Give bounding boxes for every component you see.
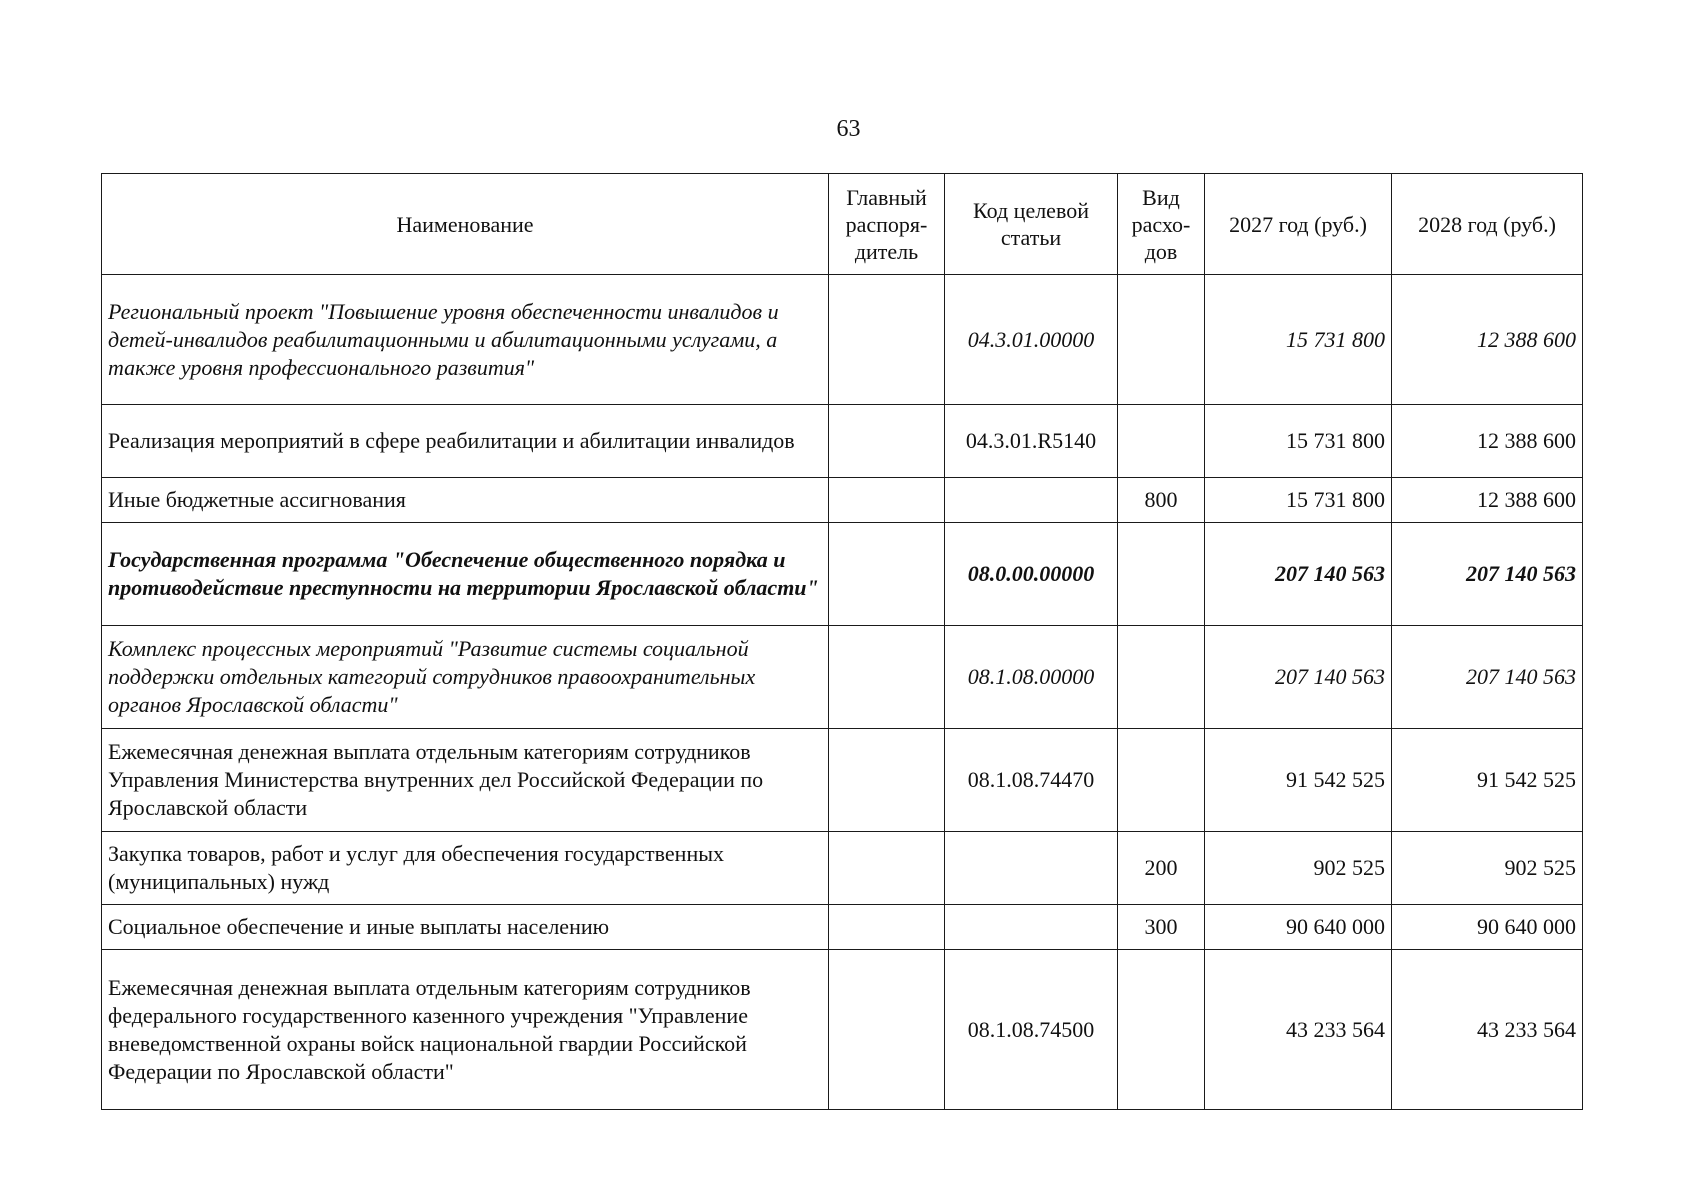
budget-table: [101, 173, 1583, 1110]
cell-y2028: 12 388 600: [1392, 275, 1583, 405]
cell-code: 08.1.08.00000: [945, 626, 1118, 729]
cell-type: [1118, 626, 1205, 729]
cell-name: Комплекс процессных мероприятий "Развитие системы социальной поддержки отдельных категорий сотрудников правоохранительных органов Ярославской области": [102, 626, 829, 729]
cell-type: [1118, 729, 1205, 832]
cell-name: Ежемесячная денежная выплата отдельным категориям сотрудников федерального государственного казенного учреждения "Управление вневедомственной охраны войск национальной гвардии Российской Федерации по Ярославской области": [102, 950, 829, 1110]
cell-y2027: 207 140 563: [1205, 523, 1392, 626]
cell-name: Закупка товаров, работ и услуг для обеспечения государственных (муниципальных) нужд: [102, 832, 829, 905]
cell-y2028: 12 388 600: [1392, 405, 1583, 478]
cell-name: Ежемесячная денежная выплата отдельным категориям сотрудников Управления Министерства внутренних дел Российской Федерации по Ярославской области: [102, 729, 829, 832]
table-row: [102, 626, 1583, 729]
cell-type: 800: [1118, 478, 1205, 523]
table-row: [102, 729, 1583, 832]
header-admin: Главный распоря-дитель: [829, 174, 945, 275]
cell-y2027: 43 233 564: [1205, 950, 1392, 1110]
cell-y2028: 207 140 563: [1392, 626, 1583, 729]
cell-type: [1118, 523, 1205, 626]
cell-name: Социальное обеспечение и иные выплаты населению: [102, 905, 829, 950]
cell-y2028: 902 525: [1392, 832, 1583, 905]
cell-code: 08.1.08.74470: [945, 729, 1118, 832]
cell-admin: [829, 478, 945, 523]
cell-name: Региональный проект "Повышение уровня обеспеченности инвалидов и детей-инвалидов реабилитационными и абилитационными услугами, а также уровня профессионального развития": [102, 275, 829, 405]
cell-type: 200: [1118, 832, 1205, 905]
table-row: [102, 832, 1583, 905]
table-row: [102, 275, 1583, 405]
header-2028: 2028 год (руб.): [1392, 174, 1583, 275]
cell-code: [945, 905, 1118, 950]
cell-admin: [829, 523, 945, 626]
cell-type: [1118, 275, 1205, 405]
cell-y2028: 12 388 600: [1392, 478, 1583, 523]
page-number: 63: [836, 116, 861, 142]
cell-y2028: 90 640 000: [1392, 905, 1583, 950]
table-row: [102, 523, 1583, 626]
cell-y2027: 902 525: [1205, 832, 1392, 905]
cell-name: Реализация мероприятий в сфере реабилитации и абилитации инвалидов: [102, 405, 829, 478]
cell-y2027: 91 542 525: [1205, 729, 1392, 832]
cell-y2028: 43 233 564: [1392, 950, 1583, 1110]
cell-admin: [829, 275, 945, 405]
cell-y2027: 15 731 800: [1205, 405, 1392, 478]
cell-admin: [829, 905, 945, 950]
table-row: [102, 950, 1583, 1110]
cell-type: [1118, 950, 1205, 1110]
table-body: [102, 275, 1583, 1110]
cell-y2028: 91 542 525: [1392, 729, 1583, 832]
cell-y2027: 207 140 563: [1205, 626, 1392, 729]
cell-code: 04.3.01.R5140: [945, 405, 1118, 478]
cell-admin: [829, 405, 945, 478]
cell-code: 08.1.08.74500: [945, 950, 1118, 1110]
table-header-row: [102, 174, 1583, 275]
cell-admin: [829, 950, 945, 1110]
cell-type: [1118, 405, 1205, 478]
table-row: [102, 478, 1583, 523]
cell-y2027: 15 731 800: [1205, 275, 1392, 405]
cell-code: 08.0.00.00000: [945, 523, 1118, 626]
cell-name: Государственная программа "Обеспечение общественного порядка и противодействие преступности на территории Ярославской области": [102, 523, 829, 626]
cell-name: Иные бюджетные ассигнования: [102, 478, 829, 523]
header-code: Код целевой статьи: [945, 174, 1118, 275]
table-row: [102, 405, 1583, 478]
header-type: Вид расхо-дов: [1118, 174, 1205, 275]
cell-y2027: 15 731 800: [1205, 478, 1392, 523]
header-name: Наименование: [102, 174, 829, 275]
cell-y2028: 207 140 563: [1392, 523, 1583, 626]
cell-code: [945, 832, 1118, 905]
cell-code: [945, 478, 1118, 523]
table-row: [102, 905, 1583, 950]
header-2027: 2027 год (руб.): [1205, 174, 1392, 275]
cell-y2027: 90 640 000: [1205, 905, 1392, 950]
cell-type: 300: [1118, 905, 1205, 950]
cell-code: 04.3.01.00000: [945, 275, 1118, 405]
cell-admin: [829, 729, 945, 832]
cell-admin: [829, 832, 945, 905]
cell-admin: [829, 626, 945, 729]
